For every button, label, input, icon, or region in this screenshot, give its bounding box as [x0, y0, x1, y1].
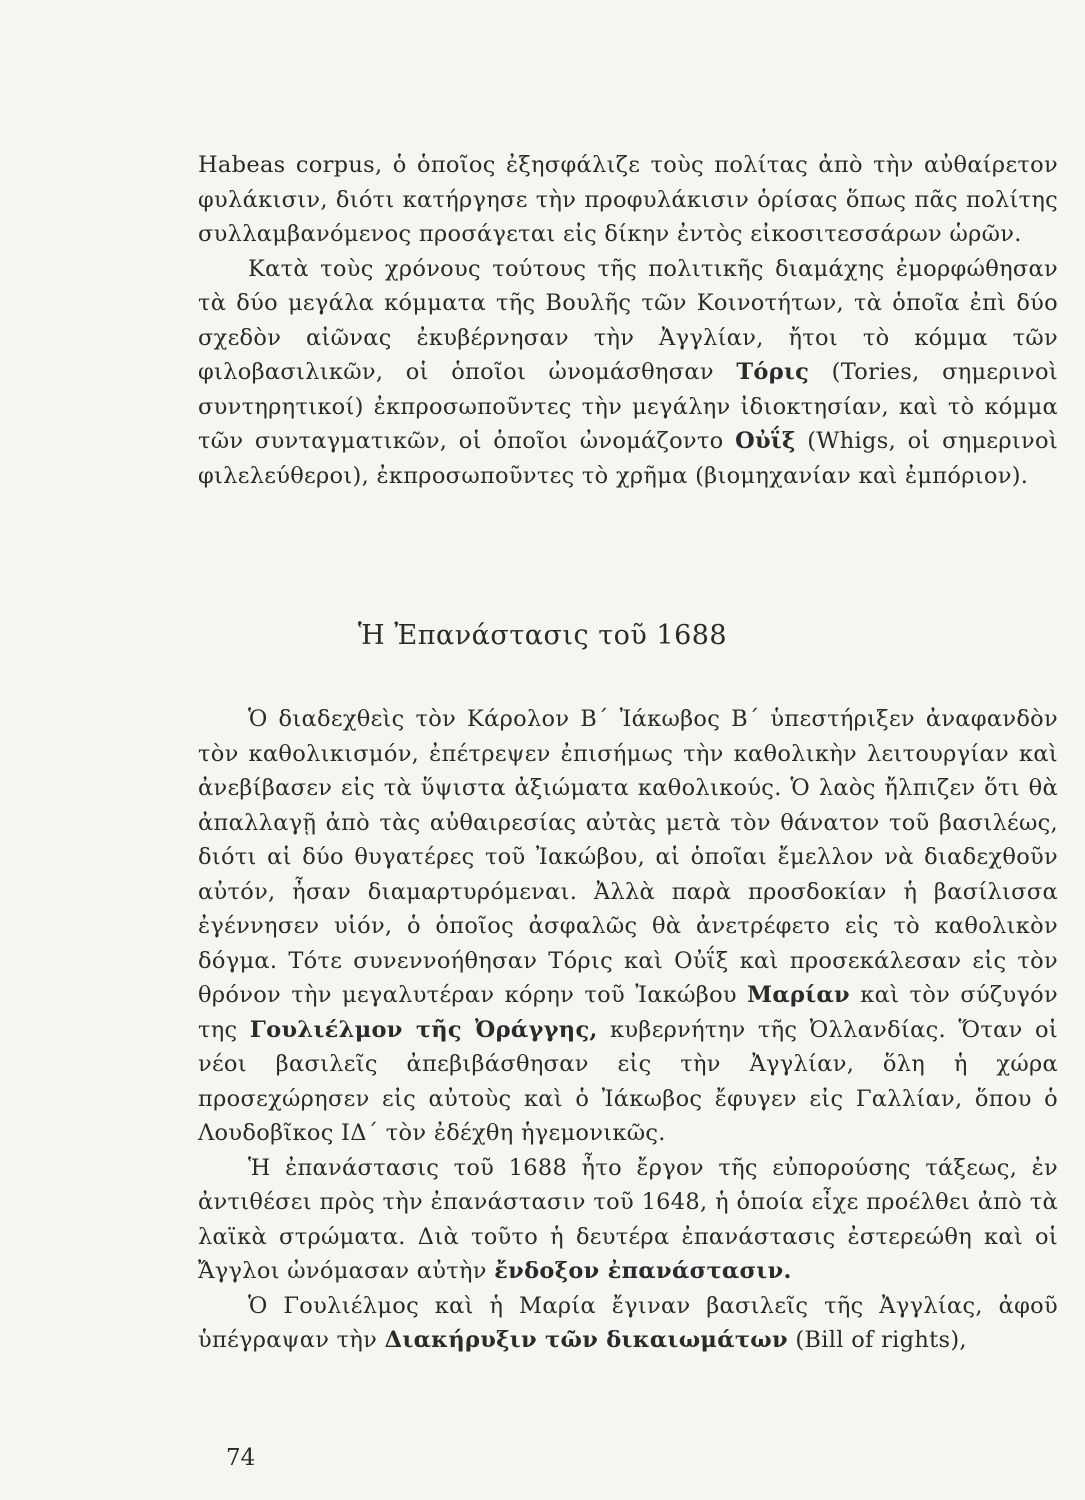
paragraph-text: κυβερνήτην τῆς Ὀλλανδίας. Ὅταν οἱ νέοι βασιλεῖς ἀπεβιβάσθησαν εἰς τὴν Ἀγγλίαν, ὅλη ἡ χώρα προσεχώρησεν εἰς αὐτοὺς καὶ ὁ Ἰάκωβος ἔφυγεν εἰς Γαλλίαν, ὅπου ὁ Λουδοβῖκος ΙΔ΄ τὸν ἐδέχθη ἡγεμονικῶς.	[198, 1016, 1058, 1146]
paragraph-text: (Tories, σημερινοὶ συντηρητικοί) ἐκπροσωποῦντες τὴν μεγάλην ἰδιοκτησίαν, καὶ τὸ κόμμα τῶν συνταγματικῶν, οἱ ὁποῖοι ὠνομάζοντο	[198, 359, 1058, 454]
bold-term-mary: Μαρίαν	[747, 982, 850, 1008]
section-body	[198, 702, 1058, 1358]
paragraph-text: καὶ τὸν σύζυγόν της	[198, 982, 1058, 1043]
paragraph-text: Habeas corpus, ὁ ὁποῖος ἐξησφάλιζε τοὺς πολίτας ἀπὸ τὴν αὐθαίρετον φυλάκισιν, διότι κατήργησε τὴν προφυλάκισιν ὁρίσας ὅπως πᾶς πολίτης συλλαμβανόμενος προσάγεται εἰς δίκην ἐντὸς εἰκοσιτεσσάρων ὡρῶν.	[198, 152, 1058, 247]
paragraph-text: Κατὰ τοὺς χρόνους τούτους τῆς πολιτικῆς διαμάχης ἐμορφώθησαν τὰ δύο μεγάλα κόμματα τῆς Βουλῆς τῶν Κοινοτήτων, τὰ ὁποῖα ἐπὶ δύο σχεδὸν αἰῶνας ἐκυβέρνησαν τὴν Ἀγγλίαν, ἤτοι τὸ κόμμα τῶν φιλοβασιλικῶν, οἱ ὁποῖοι ὠνομάσθησαν	[198, 255, 1058, 385]
paragraph-text: (Whigs, οἱ σημερινοὶ φιλελεύθεροι), ἐκπροσωποῦντες τὸ χρῆμα (βιομηχανίαν καὶ ἐμπόριον).	[198, 428, 1058, 489]
paragraph-parties	[198, 252, 1058, 494]
paragraph-glorious-revolution	[198, 1151, 1058, 1289]
paragraph-text: Ὁ Γουλιέλμος καὶ ἡ Μαρία ἔγιναν βασιλεῖς τῆς Ἀγγλίας, ἀφοῦ ὑπέγραψαν τὴν	[198, 1292, 1058, 1353]
paragraph-james-ii	[198, 702, 1058, 1151]
paragraph-habeas-corpus	[198, 148, 1058, 252]
page-number: 74	[226, 1445, 256, 1471]
intro-text	[198, 148, 1058, 493]
paragraph-text: Ἡ ἐπανάστασις τοῦ 1688 ἦτο ἔργον τῆς εὐπορούσης τάξεως, ἐν ἀντιθέσει πρὸς τὴν ἐπανάστασιν τοῦ 1648, ἡ ὁποία εἶχε προέλθει ἀπὸ τὰ λαϊκὰ στρώματα. Διὰ τοῦτο ἡ δευτέρα ἐπανάστασις ἐστερεώθη καὶ οἱ Ἄγγλοι ὠνόμασαν αὐτὴν	[198, 1154, 1058, 1284]
bold-term-bill-of-rights: Διακήρυξιν τῶν δικαιωμάτων	[384, 1327, 788, 1353]
bold-term-glorious-revolution: ἔνδοξον ἐπανάστασιν.	[494, 1258, 792, 1284]
paragraph-text: Ὁ διαδεχθεὶς τὸν Κάρολον Β΄ Ἰάκωβος Β΄ ὑπεστήριξεν ἀναφανδὸν τὸν καθολικισμόν, ἐπέτρεψεν ἐπισήμως τὴν καθολικὴν λειτουργίαν καὶ ἀνεβίβασεν εἰς τὰ ὕψιστα ἀξιώματα καθολικούς. Ὁ λαὸς ἤλπιζεν ὅτι θὰ ἀπαλλαγῇ ἀπὸ τὰς αὐθαιρεσίας αὐτὰς μετὰ τὸν θάνατον τοῦ βασιλέως, διότι αἱ δύο θυγατέρες τοῦ Ἰακώβου, αἱ ὁποῖαι ἔμελλον νὰ διαδεχθοῦν αὐτόν, ἦσαν διαμαρτυρόμεναι. Ἀλλὰ παρὰ προσδοκίαν ἡ βασίλισσα ἐγέννησεν υἱόν, ὁ ὁποῖος ἀσφαλῶς θὰ ἀνετρέφετο εἰς τὸ καθολικὸν δόγμα. Τότε συνεννοήθησαν Τόρις καὶ Οὐΐξ καὶ προσεκάλεσαν εἰς τὸν θρόνον τὴν μεγαλυτέραν κόρην τοῦ Ἰακώβου	[198, 706, 1058, 1008]
bold-term-tories: Τόρις	[736, 359, 810, 385]
bold-term-whigs: Οὐΐξ	[735, 428, 796, 454]
section-heading: Ἡ Ἐπανάστασις τοῦ 1688	[357, 620, 728, 651]
bold-term-william-of-orange: Γουλιέλμον τῆς Ὀράγγης,	[249, 1016, 598, 1043]
paragraph-bill-of-rights	[198, 1289, 1058, 1358]
paragraph-text: (Bill of rights),	[787, 1327, 967, 1353]
